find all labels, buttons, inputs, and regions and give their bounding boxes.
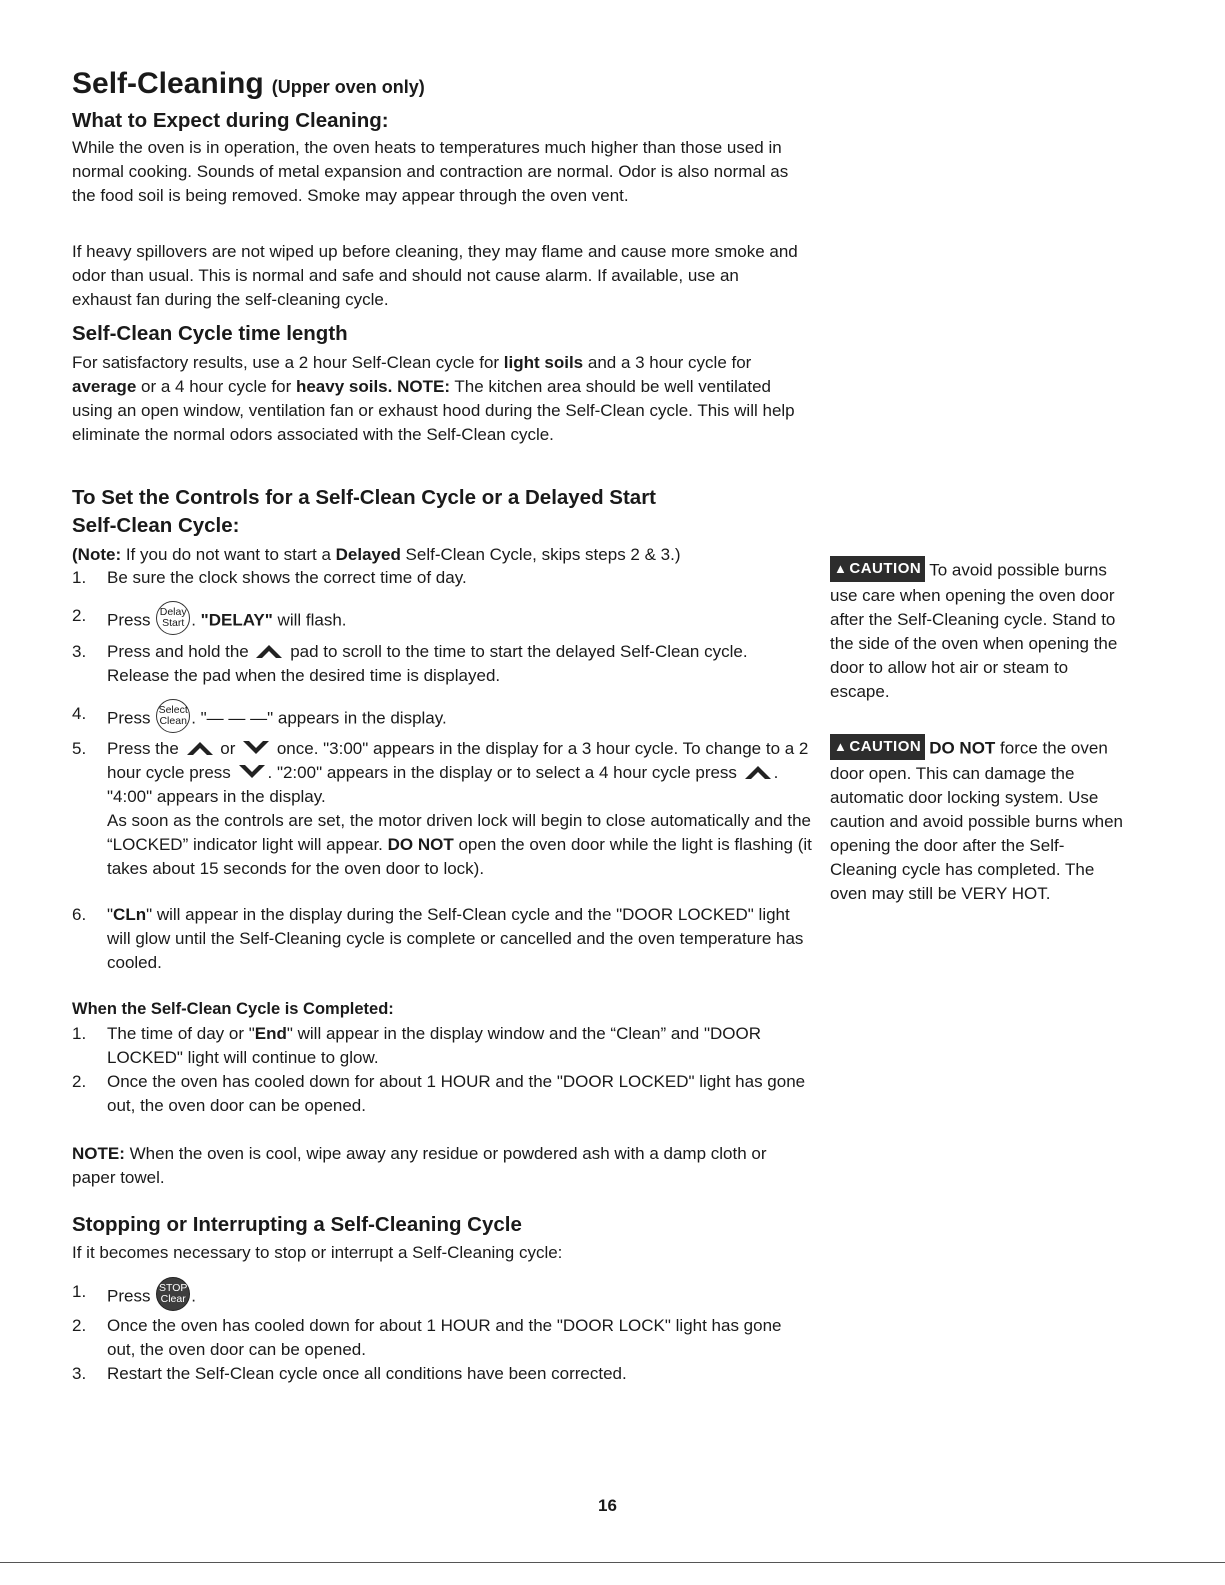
page-title-main: Self-Cleaning — [72, 67, 264, 100]
step-text: Be sure the clock shows the correct time of day. — [107, 568, 467, 587]
caution-box-1 — [830, 558, 1130, 704]
text-run: or a 4 hour cycle for — [136, 377, 296, 396]
text-run: Self-Clean Cycle, skips steps 2 & 3.) — [400, 545, 681, 564]
text-run: If you do not want to start a — [121, 545, 336, 564]
up-arrow-icon — [185, 740, 215, 756]
step-text: once. "3:00" appears in the display for a 3 hour cycle. To change to a 2 hour cycle press — [107, 739, 809, 782]
step-text: Press and hold the — [107, 642, 254, 661]
caution-label: CAUTION — [849, 560, 922, 577]
heading-set-controls — [72, 484, 656, 540]
heading-stopping: Stopping or Interrupting a Self-Cleaning Cycle — [72, 1213, 522, 1236]
heading-set-controls-line1: To Set the Controls for a Self-Clean Cycle or a Delayed Start — [72, 486, 657, 509]
paragraph-expect-1: While the oven is in operation, the oven heats to temperatures much higher than those used in normal cooking. Sounds of metal expansion and contraction are normal. Odor is also normal as the food soil is being removed. Smoke may appear through the oven vent. — [72, 138, 789, 205]
step-text: . "2:00" appears in the display or to select a 4 hour cycle press — [267, 763, 742, 782]
step-text: Restart the Self-Clean cycle once all conditions have been corrected. — [107, 1364, 627, 1383]
note-paragraph — [72, 1142, 772, 1190]
bold-do-not: DO NOT — [929, 738, 996, 758]
key-label: Clean — [159, 715, 187, 727]
step-text: The time of day or " — [107, 1024, 255, 1043]
warning-triangle-icon: ▲ — [834, 561, 848, 576]
page-title-sub: (Upper oven only) — [271, 77, 425, 97]
bold-delayed: Delayed — [335, 545, 401, 564]
list-item: 2. Press Delay Start . "DELAY" will flash. — [72, 604, 807, 638]
paragraph-stopping-intro: If it becomes necessary to stop or interrupt a Self-Cleaning cycle: — [72, 1243, 563, 1262]
bold-cln: CLn — [113, 905, 147, 924]
step-number: 6. — [72, 905, 87, 924]
step-text: open the oven door while the light is flashing (it takes about 15 seconds for the oven door to lock). — [107, 835, 812, 878]
bold-heavy-soils: heavy soils. — [295, 377, 393, 396]
step-text: Once the oven has cooled down for about 1 HOUR and the "DOOR LOCKED" light has gone out, the oven door can be opened. — [107, 1072, 806, 1115]
step-text: " will appear in the display window and the “Clean” and "DOOR LOCKED" light will continue to glow. — [107, 1024, 762, 1067]
step-number: 4. — [72, 704, 87, 723]
key-label: Clear — [160, 1293, 186, 1305]
heading-what-to-expect: What to Expect during Cleaning: — [72, 109, 389, 132]
step-text: Once the oven has cooled down for about 1 HOUR and the "DOOR LOCK" light has gone out, the oven door can be opened. — [107, 1316, 782, 1359]
step-text: . — [191, 1286, 196, 1306]
heading-cycle-length: Self-Clean Cycle time length — [72, 322, 348, 345]
warning-triangle-icon: ▲ — [834, 739, 848, 754]
caution-label: CAUTION — [849, 738, 922, 755]
step-text: will flash. — [272, 610, 347, 630]
key-label: Delay — [159, 606, 187, 618]
step-number: 1. — [72, 1282, 87, 1301]
step-text: or — [215, 739, 241, 758]
text-run: and a 3 hour cycle for — [583, 353, 752, 372]
list-item — [72, 1362, 807, 1386]
step-text: Press — [107, 708, 156, 728]
bold-delay: "DELAY" — [200, 610, 273, 630]
step-number: 5. — [72, 739, 87, 758]
key-label: Start — [162, 617, 185, 629]
key-label: STOP — [158, 1282, 188, 1294]
list-item — [72, 1280, 807, 1314]
page-number: 16 — [598, 1496, 617, 1515]
list-item — [72, 702, 807, 736]
caution-text: force the oven door open. This can damage the automatic door locking system. Use caution and avoid possible burns when opening the door after the Self-Cleaning cycle has completed. The oven may still be VERY HOT. — [830, 738, 1123, 903]
bold-do-not: DO NOT — [387, 835, 454, 854]
text-run: The kitchen area should be well ventilated using an open window, ventilation fan or exhaust hood during the Self-Clean cycle. This will help eliminate the normal odors associated with the Self-Clean cycle. — [72, 377, 795, 444]
step-text: pad to scroll to the time to start the delayed Self-Clean cycle. Release the pad when the desired time is displayed. — [107, 642, 748, 685]
note-delayed — [72, 543, 832, 567]
note-label: NOTE: — [72, 1144, 125, 1163]
step-number: 3. — [72, 642, 87, 661]
step-text: Press the — [107, 739, 184, 758]
step-text: . "4:00" appears in the display. — [107, 763, 779, 806]
page-title — [72, 66, 425, 99]
text-run: For satisfactory results, use a 2 hour Self-Clean cycle for — [72, 353, 504, 372]
step-text: As soon as the controls are set, the motor driven lock will begin to close automatically and the “LOCKED” indicator light will appear. — [107, 811, 811, 854]
down-arrow-icon — [237, 764, 267, 780]
paragraph-expect-2: If heavy spillovers are not wiped up before cleaning, they may flame and cause more smoke and odor than usual. This is normal and safe and should not cause alarm. If available, use an exhaust fan during the self-cleaning cycle. — [72, 242, 798, 309]
step-number: 2. — [72, 606, 87, 625]
list-item — [72, 1314, 797, 1362]
bold-light-soils: light soils — [503, 353, 584, 372]
caution-box-2 — [830, 736, 1126, 906]
key-label: Select — [158, 704, 188, 716]
bottom-rule — [0, 1562, 1225, 1563]
down-arrow-icon — [241, 740, 271, 756]
step-text: Press — [107, 610, 156, 630]
step-number: 1. — [72, 568, 87, 587]
caution-badge — [830, 556, 925, 582]
step-number: 2. — [72, 1072, 87, 1091]
list-item — [72, 737, 812, 881]
bold-end: End — [254, 1024, 287, 1043]
list-item — [72, 903, 807, 975]
up-arrow-icon — [254, 643, 284, 659]
step-text: " will appear in the display during the Self-Clean cycle and the "DOOR LOCKED" light will glow until the Self-Cleaning cycle is complete or cancelled and the oven temperature has cooled. — [107, 905, 804, 972]
select-clean-key-icon — [156, 699, 190, 733]
note-label: (Note: — [72, 545, 122, 564]
caution-badge — [830, 734, 925, 760]
list-item — [72, 566, 807, 590]
heading-completed: When the Self-Clean Cycle is Completed: — [72, 1000, 394, 1018]
delay-start-key-icon — [156, 601, 190, 635]
list-item — [72, 640, 812, 688]
caution-text: To avoid possible burns use care when opening the oven door after the Self-Cleaning cycle. Stand to the side of the oven when opening the door to allow hot air or steam to escape. — [830, 560, 1118, 701]
paragraph-cycle-length — [72, 351, 802, 447]
bold-average: average — [72, 377, 137, 396]
step-text: " — [107, 905, 114, 924]
step-number: 3. — [72, 1364, 87, 1383]
list-item — [72, 1070, 807, 1118]
stop-clear-key-icon — [156, 1277, 190, 1311]
step-number: 2. — [72, 1316, 87, 1335]
step-text: . "— — —" appears in the display. — [191, 708, 447, 728]
note-text: When the oven is cool, wipe away any residue or powdered ash with a damp cloth or paper towel. — [72, 1144, 767, 1187]
step-text: Press — [107, 1286, 156, 1306]
heading-set-controls-line2: Self-Clean Cycle: — [72, 514, 240, 537]
step-number: 1. — [72, 1024, 87, 1043]
bold-note-label: NOTE: — [397, 377, 450, 396]
up-arrow-icon — [743, 764, 773, 780]
list-item — [72, 1022, 837, 1070]
